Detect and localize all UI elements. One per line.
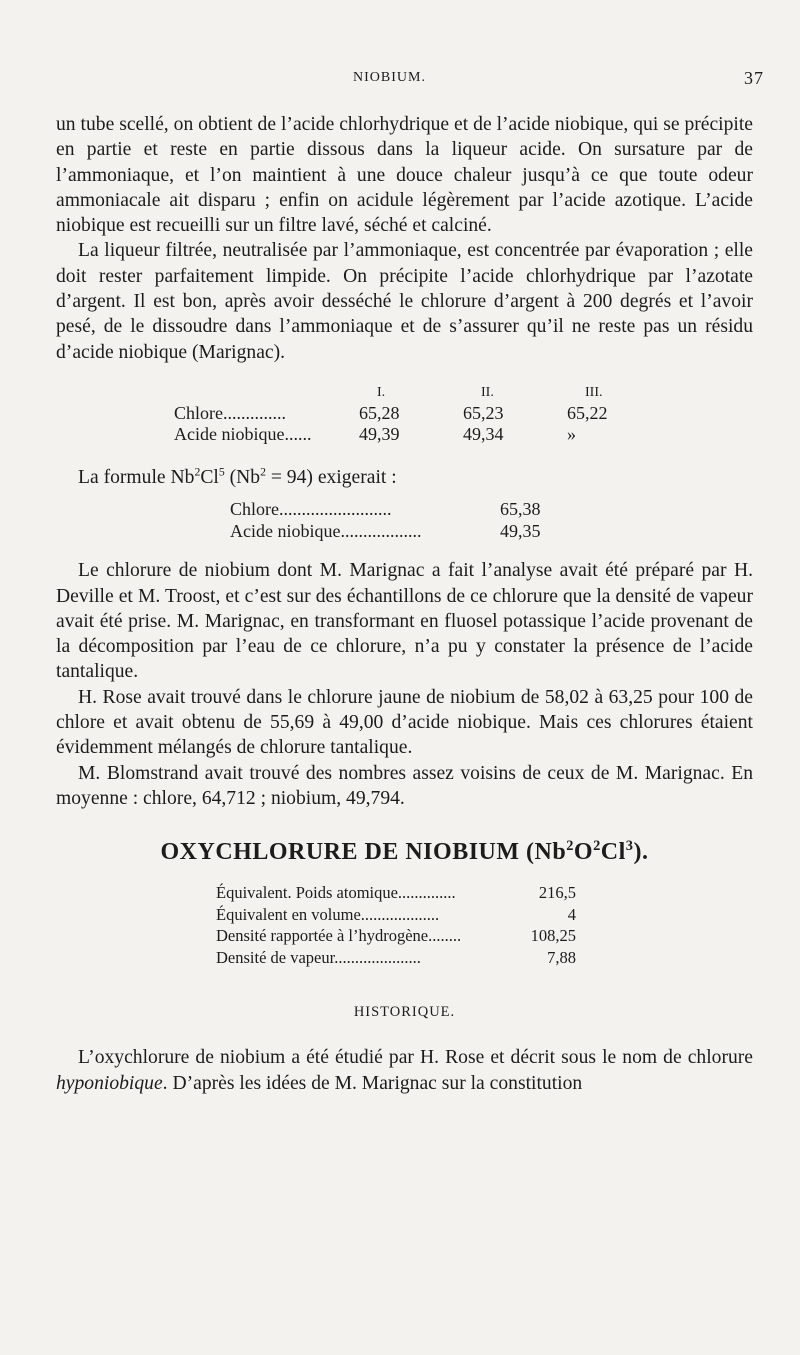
analysis-table-header xyxy=(174,382,753,403)
paragraph-6: L’oxychlorure de niobium a été étudié par H. Rose et décrit sous le nom de chlorure hyponiobique. D’après les idées de M. Marignac sur la constitution xyxy=(56,1047,753,1094)
table-row-acide xyxy=(230,520,753,542)
property-label: Densité rapportée à l’hydrogène........ xyxy=(216,926,462,946)
paragraph-1: un tube scellé, on obtient de l’acide chlorhydrique et de l’acide niobique, qui se précipite en partie et reste en partie dissous dans la liqueur acide. On sursature par de l’ammoniaque, et l’on maintient à une douce chaleur jusqu’à ce que toute odeur ammoniacale ait disparu ; enfin on acidule légèrement par l’acide azotique. L’acide niobique est recueilli sur un filtre lavé, séché et calciné. xyxy=(56,114,753,237)
formula-line: La formule Nb$^2$Cl$^5$ $(Nb^2 = 94)$ exigerait : xyxy=(78,465,397,488)
row-label: Chlore......................... xyxy=(230,499,392,520)
table-row-acide xyxy=(174,424,753,445)
property-value: 216,5 xyxy=(538,883,576,903)
table-cell: 65,23 xyxy=(463,402,504,423)
paragraph-5: M. Blomstrand avait trouvé des nombres assez voisins de ceux de M. Marignac. En moyenne : chlore, 64,712 ; niobium, 49,794. xyxy=(56,762,753,809)
column-header-2: II. xyxy=(481,384,494,400)
property-value: 108,25 xyxy=(530,926,576,946)
column-header-3: III. xyxy=(585,384,603,400)
table-cell: 49,39 xyxy=(359,423,400,444)
table-row-chlore xyxy=(230,498,753,520)
running-title: NIOBIUM. xyxy=(353,70,426,85)
historique-heading: HISTORIQUE. xyxy=(353,1004,456,1021)
property-label: Densité de vapeur..................... xyxy=(216,947,421,967)
table-row-chlore xyxy=(174,403,753,424)
paragraph-4: H. Rose avait trouvé dans le chlorure jaune de niobium de 58,02 à 63,25 pour 100 de chlore et avait obtenu de 55,69 à 49,00 d’acide niobique. Mais ces chlorures étaient évidemment mélangés de chlorure tantalique. xyxy=(56,686,753,759)
page-body xyxy=(56,112,753,1096)
property-row xyxy=(216,947,753,969)
property-row xyxy=(216,882,753,904)
property-row xyxy=(216,925,753,947)
paragraph-3: Le chlorure de niobium dont M. Marignac a fait l’analyse avait été préparé par H. Deville et M. Troost, et c’est sur des échantillons de ce chlorure que la densité de vapeur avait été prise. M. Marignac, en transformant en fluosel potassique l’acide provenant de la décomposition par l’eau de ce chlorure, n’a pu y constater la présence de l’acide tantalique. xyxy=(56,560,753,683)
property-label: Équivalent. Poids atomique.............. xyxy=(216,883,456,903)
italic-term: hyponiobique xyxy=(56,1072,163,1094)
running-head xyxy=(0,66,800,90)
column-header-1: I. xyxy=(377,384,386,400)
section-title: OXYCHLORURE DE NIOBIUM $(Nb^2O^2Cl^3)$. xyxy=(160,838,649,866)
property-value: 7,88 xyxy=(547,947,576,967)
formula-table xyxy=(230,498,753,542)
table-cell: 49,34 xyxy=(463,423,504,444)
row-label: Acide niobique...... xyxy=(174,423,312,444)
table-cell: 65,28 xyxy=(359,402,400,423)
row-label: Acide niobique.................. xyxy=(230,521,422,542)
properties-table xyxy=(216,882,753,968)
table-cell: 49,35 xyxy=(500,521,541,542)
property-value: 4 xyxy=(567,904,576,924)
analysis-table xyxy=(174,382,753,445)
table-cell: 65,22 xyxy=(567,402,608,423)
property-label: Équivalent en volume................... xyxy=(216,904,440,924)
table-cell: 65,38 xyxy=(500,499,541,520)
row-label: Chlore.............. xyxy=(174,402,286,423)
page-number: 37 xyxy=(744,68,764,88)
table-cell: » xyxy=(567,423,576,444)
property-row xyxy=(216,904,753,926)
paragraph-2: La liqueur filtrée, neutralisée par l’ammoniaque, est concentrée par évaporation ; elle doit rester parfaitement limpide. On précipite l’acide chlorhydrique par l’azotate d’argent. Il est bon, après avoir desséché le chlorure d’argent à 200 degrés et l’avoir pesé, de le dissoudre dans l’ammoniaque et de s’assurer qu’il ne reste pas un résidu d’acide niobique (Marignac). xyxy=(56,240,753,363)
